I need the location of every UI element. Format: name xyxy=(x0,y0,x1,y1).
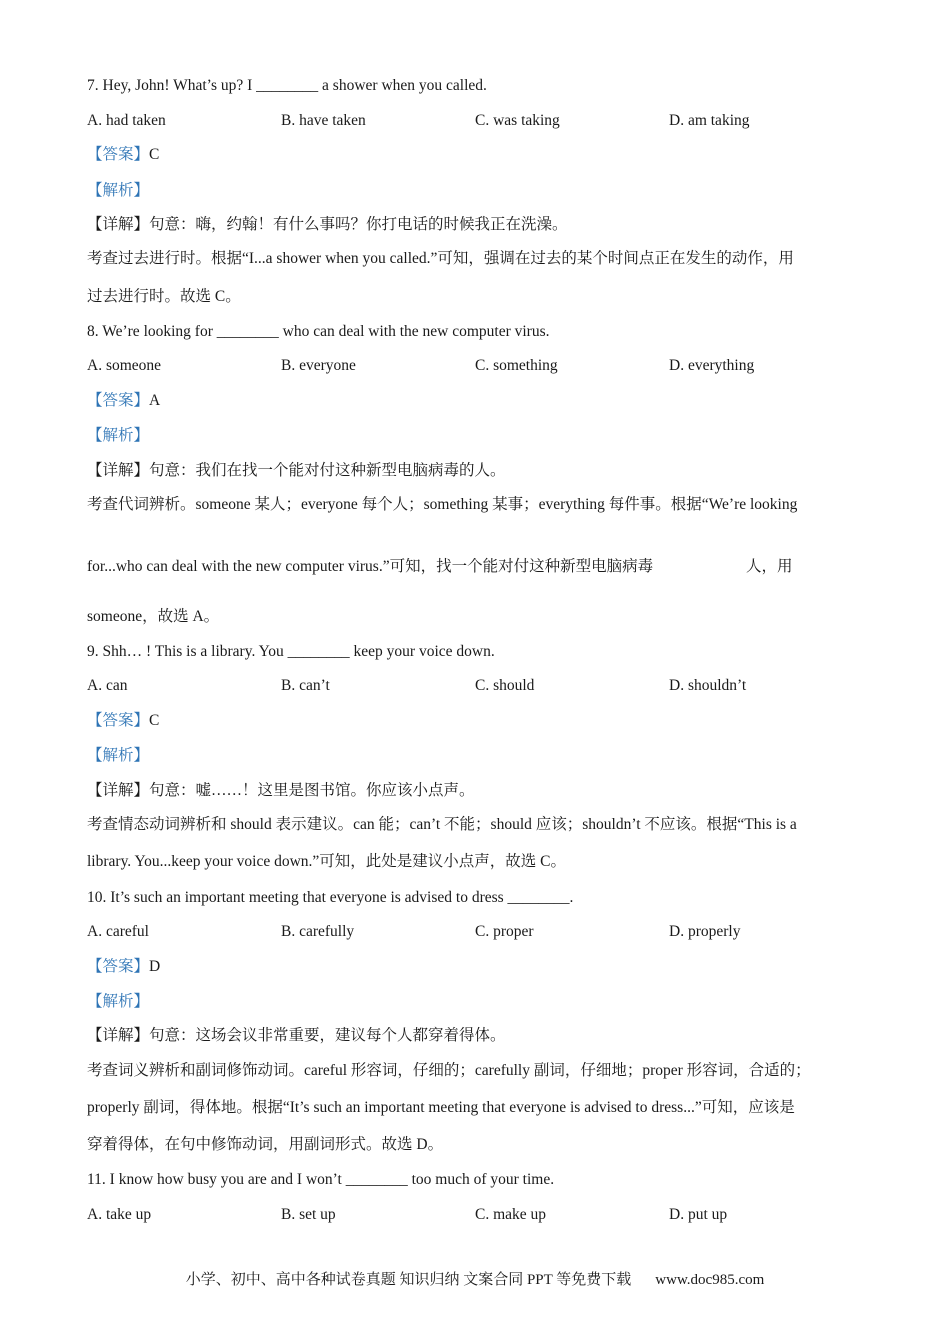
q10-option-b: B. carefully xyxy=(281,923,355,940)
detail-label: 【详解】 xyxy=(87,1027,150,1044)
q11-option-b: B. set up xyxy=(281,1206,336,1223)
q7-detail xyxy=(87,215,568,235)
footer-site-link[interactable]: www.doc985.com xyxy=(655,1272,765,1288)
q10-option-d: D. properly xyxy=(669,923,741,940)
q8-option-c: C. something xyxy=(475,357,558,374)
q8-detail-text: 句意：我们在找一个能对付这种新型电脑病毒的人。 xyxy=(149,462,506,479)
q7-analysis-label: 【解析】 xyxy=(87,182,150,199)
q7-option-d: D. am taking xyxy=(669,112,750,129)
detail-label: 【详解】 xyxy=(87,462,150,479)
q9-explanation-line-1: 考查情态动词辨析和 should 表示建议。can 能；can’t 不能；should 应该；shouldn’t 不应该。根据“This is a xyxy=(87,816,797,833)
q7-option-a: A. had taken xyxy=(87,112,166,129)
answer-label: 【答案】 xyxy=(87,712,150,729)
answer-label: 【答案】 xyxy=(87,392,150,409)
q7-answer-value: C xyxy=(149,146,160,163)
q9-analysis-label: 【解析】 xyxy=(87,747,150,764)
q10-option-a: A. careful xyxy=(87,923,149,940)
q10-analysis-label: 【解析】 xyxy=(87,993,150,1010)
q10-explanation-line-1: 考查词义辨析和副词修饰动词。careful 形容词，仔细的；carefully 副词，仔细地；proper 形容词，合适的； xyxy=(87,1062,811,1079)
q7-stem: 7. Hey, John! What’s up? I ________ a shower when you called. xyxy=(87,77,487,94)
q11-option-d: D. put up xyxy=(669,1206,728,1223)
page-footer xyxy=(0,1268,950,1289)
q10-answer-value: D xyxy=(149,958,161,975)
q8-answer xyxy=(87,391,160,411)
q7-detail-text: 句意：嗨，约翰！有什么事吗？你打电话的时候我正在洗澡。 xyxy=(149,216,568,233)
q7-option-c: C. was taking xyxy=(475,112,560,129)
q9-answer-value: C xyxy=(149,712,160,729)
q9-option-a: A. can xyxy=(87,677,128,694)
q10-option-c: C. proper xyxy=(475,923,534,940)
q8-option-d: D. everything xyxy=(669,357,755,374)
q8-explanation-line-2-tail: 人，用 xyxy=(746,558,793,575)
q9-detail-text: 句意：嘘……！这里是图书馆。你应该小点声。 xyxy=(149,782,475,799)
q11-option-c: C. make up xyxy=(475,1206,547,1223)
q8-analysis-label: 【解析】 xyxy=(87,427,150,444)
q7-explanation-line-2: 过去进行时。故选 C。 xyxy=(87,288,241,305)
q8-explanation-line-3: someone，故选 A。 xyxy=(87,608,220,625)
detail-label: 【详解】 xyxy=(87,782,150,799)
detail-label: 【详解】 xyxy=(87,216,150,233)
q7-explanation-line-1: 考查过去进行时。根据“I...a shower when you called.”可知，强调在过去的某个时间点正在发生的动作，用 xyxy=(87,250,794,267)
footer-text: 小学、初中、高中各种试卷真题 知识归纳 文案合同 PPT 等免费下载 xyxy=(185,1272,632,1288)
q10-stem: 10. It’s such an important meeting that everyone is advised to dress ________. xyxy=(87,889,574,906)
answer-label: 【答案】 xyxy=(87,958,150,975)
q8-option-a: A. someone xyxy=(87,357,162,374)
q9-stem: 9. Shh… ! This is a library. You ________ keep your voice down. xyxy=(87,643,495,660)
q8-detail xyxy=(87,461,506,481)
q7-option-b: B. have taken xyxy=(281,112,366,129)
q7-answer xyxy=(87,145,159,165)
q9-option-c: C. should xyxy=(475,677,535,694)
q8-answer-value: A xyxy=(149,392,161,409)
q8-stem: 8. We’re looking for ________ who can deal with the new computer virus. xyxy=(87,323,550,340)
q10-detail-text: 句意：这场会议非常重要，建议每个人都穿着得体。 xyxy=(149,1027,506,1044)
q8-option-b: B. everyone xyxy=(281,357,356,374)
q10-explanation-line-3: 穿着得体，在句中修饰动词，用副词形式。故选 D。 xyxy=(87,1136,444,1153)
q10-explanation-line-2: properly 副词，得体地。根据“It’s such an important meeting that everyone is advised to dress...”可知，应该是 xyxy=(87,1099,795,1116)
q10-detail xyxy=(87,1026,506,1046)
q9-answer xyxy=(87,711,159,731)
q9-option-b: B. can’t xyxy=(281,677,330,694)
q8-explanation-line-1: 考查代词辨析。someone 某人；everyone 每个人；something 某事；everything 每件事。根据“We’re looking xyxy=(87,496,798,513)
answer-label: 【答案】 xyxy=(87,146,150,163)
q9-option-d: D. shouldn’t xyxy=(669,677,747,694)
q8-explanation-line-2: for...who can deal with the new computer virus.”可知，找一个能对付这种新型电脑病毒 xyxy=(87,558,654,575)
q11-option-a: A. take up xyxy=(87,1206,152,1223)
q10-answer xyxy=(87,957,160,977)
q9-explanation-line-2: library. You...keep your voice down.”可知，此处是建议小点声，故选 C。 xyxy=(87,853,567,870)
q11-stem: 11. I know how busy you are and I won’t ________ too much of your time. xyxy=(87,1171,555,1188)
q9-detail xyxy=(87,781,475,801)
